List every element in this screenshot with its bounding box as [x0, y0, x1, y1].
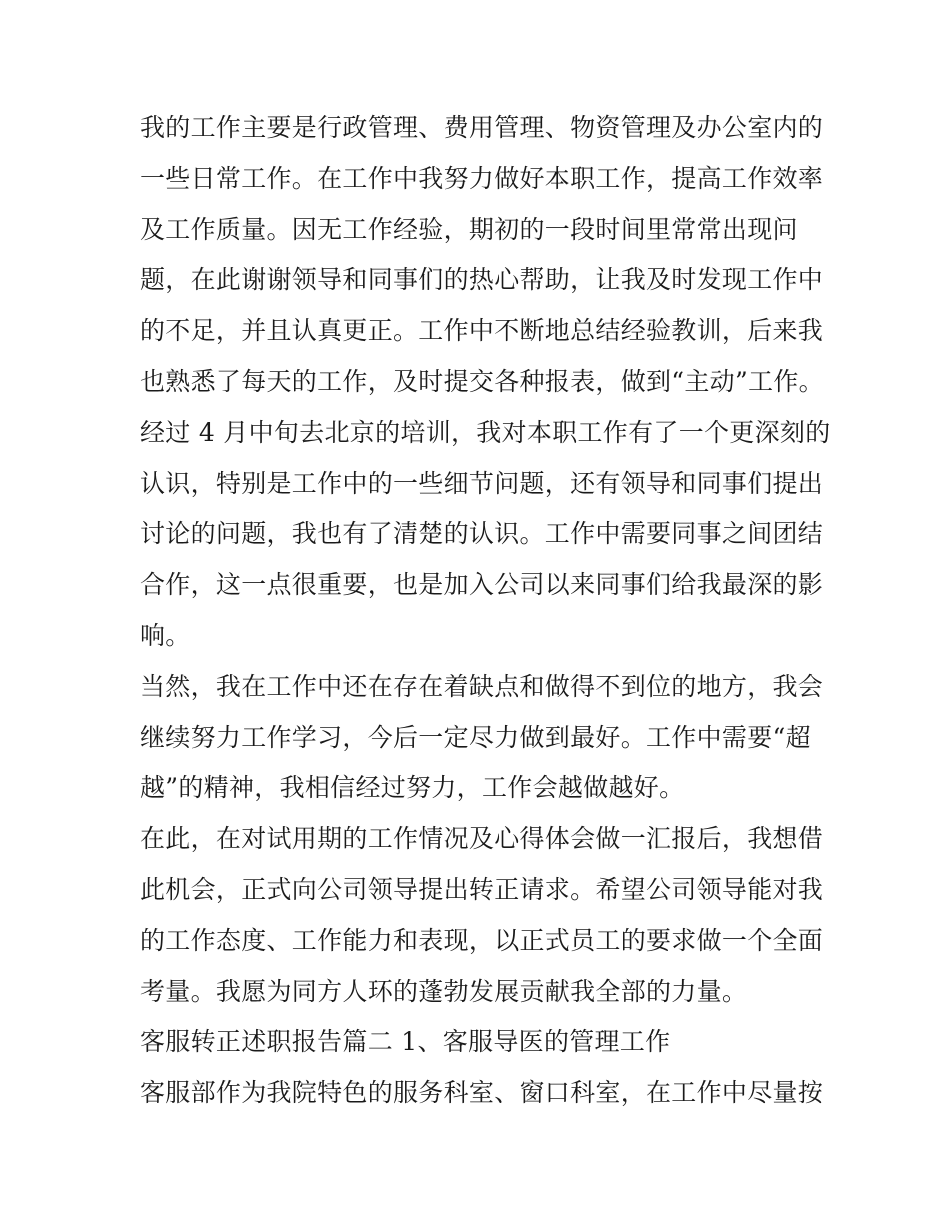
text-line-4: 题，在此谢谢领导和同事们的热心帮助，让我及时发现工作中 — [140, 265, 824, 295]
text-line-14: 越”的精神，我相信经过努力，工作会越做越好。 — [140, 773, 685, 803]
text-line-18: 考量。我愿为同方人环的蓬勃发展贡献我全部的力量。 — [140, 976, 748, 1006]
text-line-2: 一些日常工作。在工作中我努力做好本职工作，提高工作效率 — [140, 163, 824, 193]
text-line-6: 也熟悉了每天的工作，及时提交各种报表，做到“主动”工作。 — [140, 366, 824, 396]
text-line-16: 此机会，正式向公司领导提出转正请求。希望公司领导能对我 — [140, 874, 824, 904]
text-line-7: 经过 4 月中旬去北京的培训，我对本职工作有了一个更深刻的 — [140, 417, 831, 447]
text-line-17: 的工作态度、工作能力和表现，以正式员工的要求做一个全面 — [140, 925, 824, 955]
text-line-13: 继续努力工作学习，今后一定尽力做到最好。工作中需要“超 — [140, 722, 811, 752]
section-heading: 客服转正述职报告篇二 1、客服导医的管理工作 — [140, 1027, 671, 1057]
text-line-11: 响。 — [140, 620, 191, 650]
text-line-5: 的不足，并且认真更正。工作中不断地总结经验教训，后来我 — [140, 316, 824, 346]
text-line-15: 在此，在对试用期的工作情况及心得体会做一汇报后，我想借 — [140, 824, 824, 854]
text-line-9: 讨论的问题，我也有了清楚的认识。工作中需要同事之间团结 — [140, 519, 824, 549]
text-line-10: 合作，这一点很重要，也是加入公司以来同事们给我最深的影 — [140, 570, 824, 600]
text-line-1: 我的工作主要是行政管理、费用管理、物资管理及办公室内的 — [140, 113, 824, 142]
document-body — [140, 103, 831, 1119]
text-line-3: 及工作质量。因无工作经验，期初的一段时间里常常出现问 — [140, 214, 798, 244]
text-line-12: 当然，我在工作中还在存在着缺点和做得不到位的地方，我会 — [140, 671, 824, 701]
text-line-8: 认识，特别是工作中的一些细节问题，还有领导和同事们提出 — [140, 468, 824, 498]
text-line-20: 客服部作为我院特色的服务科室、窗口科室，在工作中尽量按 — [140, 1078, 824, 1108]
